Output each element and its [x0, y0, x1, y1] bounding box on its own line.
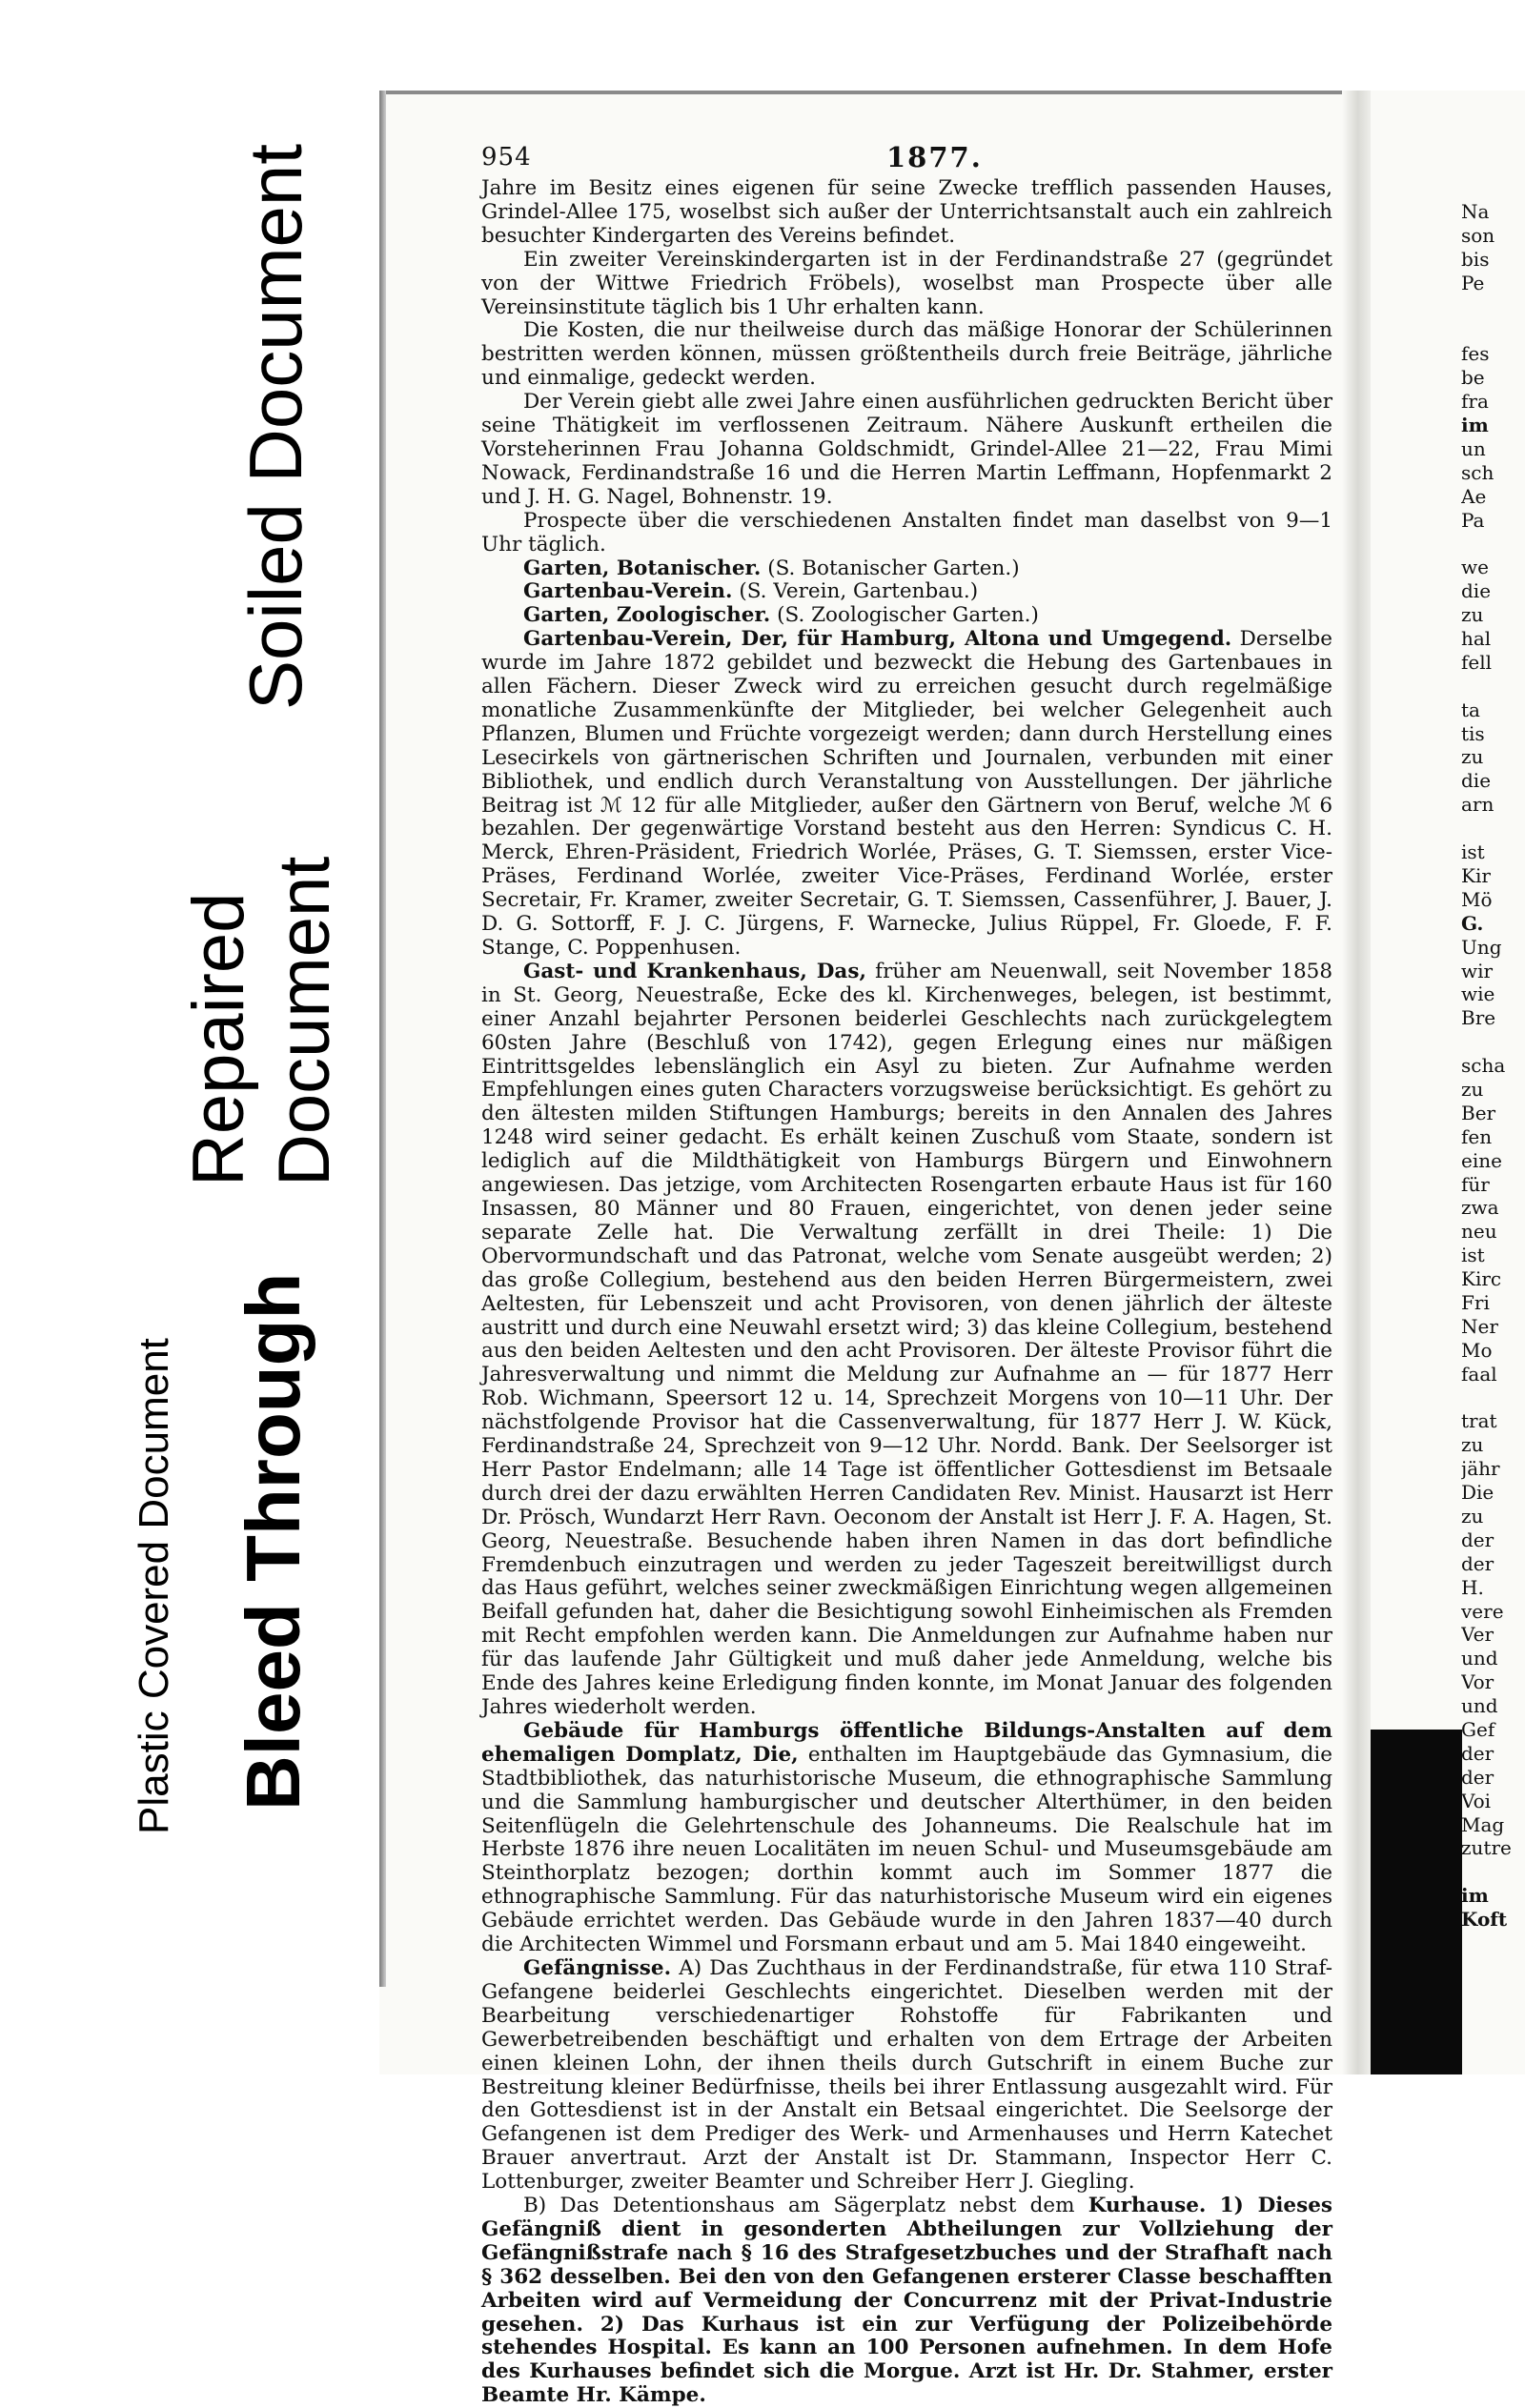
fragment-line: un [1461, 436, 1486, 460]
fragment-line: der [1461, 1528, 1494, 1551]
fragment-line: fra [1461, 390, 1489, 414]
paragraph: Gast- und Krankenhaus, Das, früher am Neuenwall, seit November 1858 in St. Georg, Neuestraße, Ecke des kl. Kirchenweges, belegen, ist bestimmt, einer Anzahl bejahrter Personen beiderlei Geschlechts nach zurückgelegtem 60sten Jahre (Beschluß von 1742), gegen Erlegung eines nur mäßigen Eintrittsgeldes lebenslänglich ein Asyl zu bieten. Zur Aufnahme werden Empfehlungen eines guten Characters vorzugsweise berücksichtigt. Es gehört zu den ältesten milden Stiftungen Hamburgs; bereits in den Annalen des Jahres 1248 wird seiner gedacht. Es erhält keinen Zuschuß vom Staate, sondern ist lediglich auf die Mildthätigkeit von Hamburgs Bürgern und Einwohnern angewiesen. Das jetzige, vom Architecten Rosengarten erbaute Haus ist für 160 Insassen, 80 Männer und 80 Frauen, eingerichtet, von denen jeder seine separate Zelle hat. Die Verwaltung zerfällt in drei Theile: 1) Die Obervormundschaft und das Patronat, welche vom Senate ausgeübt werden; 2) das große Collegium, bestehend aus den beiden Herren Bürgermeistern, zwei Aeltesten, für Lebenszeit und acht Provisoren, von denen jährlich der älteste austritt und durch eine Neuwahl ersetzt wird; 3) das kleine Collegium, bestehend aus den beiden Aeltesten und den acht Provisoren. Der älteste Provisor führt die Jahresverwaltung und nimmt die Meldung zur Aufnahme an — für 1877 Herr Rob. Wichmann, Speersort 12 u. 14, Sprechzeit Morgens von 10—11 Uhr. Der nächstfolgende Provisor hat die Cassenverwaltung, für 1877 Herr J. W. Kück, Ferdinandstraße 24, Sprechzeit von 9—12 Uhr. Nordd. Bank. Der Seelsorger ist Herr Pastor Endelmann; alle 14 Tage ist öffentlicher Gottesdienst im Betsaale durch drei der dazu erwählten Herren Candidaten Rev. Minist. Hausarzt ist Herr Dr. Prösch, Wundarzt Herr Ravn. Oeconom der Anstalt ist Herr J. F. A. Hagen, St. Georg, Neuestraße. Besuchende haben ihren Namen in das dort befindliche Fremdenbuch einzutragen und werden zu jeder Tageszeit bereitwilligst durch das Haus geführt, welches seiner zweckmäßigen Einrichtung wegen allgemeinen Beifall gefunden hat, daher die Besichtigung sowohl Einheimischen als Fremden mit Recht empfohlen werden kann. Die Anmeldungen zur Aufnahme haben nur für das laufende Jahr Gültigkeit und muß daher jede Anmeldung, welche bis Ende des Jahres keine Erledigung finden konnte, im Monat Januar des folgenden Jahres wiederholt werden. [481, 959, 1333, 1719]
paragraph: Gartenbau-Verein. (S. Verein, Gartenbau.) [523, 579, 979, 604]
fragment-line [1461, 675, 1525, 698]
fragment-line: Kir [1461, 863, 1491, 887]
plastic-covered-stamp: Plastic Covered Document [131, 1338, 177, 1834]
fragment-line: und [1461, 1647, 1498, 1670]
fragment-line: Ver [1461, 1623, 1494, 1647]
fragment-line: son [1461, 223, 1495, 247]
page-left-edge [379, 91, 386, 1987]
fragment-line: Mö [1461, 887, 1493, 911]
fragment-line: der [1461, 1741, 1494, 1765]
paragraph: Ein zweiter Vereinskindergarten ist in der Ferdinandstraße 27 (gegründet von der Wittwe Friedrich Fröbels), woselbst man Prospecte über alle Vereinsinstitute täglich bis 1 Uhr erhalten kann. [481, 247, 1332, 319]
fragment-line: Ung [1461, 935, 1502, 959]
paragraph: Gefängnisse. A) Das Zuchthaus in der Ferdinandstraße, für etwa 110 Straf-Gefangene beiderlei Geschlechts eingerichtet. Dieselben werden mit der Bearbeitung verschiedenartiger Rohstoffe für Fabrikanten und Gewerbetreibenden beschäftigt und erhalten von dem Ertrage der Arbeiten einen kleinen Lohn, der ihnen theils durch Gutschrift in einem Buche zur Bestreitung kleiner Bedürfnisse, theils bei ihrer Entlassung ausgezahlt wird. Für den Gottesdienst ist in der Anstalt ein Betsaal eingerichtet. Die Seelsorge der Gefangenen ist dem Prediger des Werk- und Armenhauses und Herrn Katechet Brauer anvertraut. Arzt der Anstalt ist Dr. Stammann, Inspector Herr C. Lottenburger, zweiter Beamter und Schreiber Herr J. Giegling. [481, 1955, 1332, 2195]
fragment-line: eine [1461, 1148, 1502, 1172]
paragraph: Jahre im Besitz eines eigenen für seine Zwecke trefflich passenden Hauses, Grindel-Allee 175, woselbst sich außer der Unterrichtsanstalt auch ein zahlreich besuchter Kindergarten des Vereins befindet. [481, 176, 1332, 248]
fragment-line: Voi [1461, 1789, 1492, 1812]
fragment-line: ist [1461, 840, 1485, 864]
fragment-line: we [1461, 556, 1489, 579]
page-body-text [481, 177, 1332, 2408]
soiled-document-stamp: Soiled Document [234, 144, 317, 710]
fragment-line [1461, 1386, 1525, 1410]
fragment-line: scha [1461, 1054, 1506, 1078]
fragment-line: zu [1461, 1077, 1484, 1101]
bleed-through-stamp: Bleed Through [231, 1272, 315, 1811]
fragment-line: H. [1461, 1575, 1484, 1599]
fragment-line: arn [1461, 793, 1494, 817]
fragment-line: Die [1461, 1481, 1494, 1505]
paragraph: Garten, Botanischer. (S. Botanischer Garten.) [523, 556, 1020, 580]
paragraph: Gebäude für Hamburgs öffentliche Bildungs-Anstalten auf dem ehemaligen Domplatz, Die, enthalten im Hauptgebäude das Gymnasium, die Stadtbibliothek, das naturhistorische Museum, die ethnographische Sammlung und die Sammlung hamburgischer und deutscher Alterthümer, in den beiden Seitenflügeln die Gelehrtenschule des Johanneums. Die Realschule hat im Herbste 1876 ihre neuen Localitäten im neuen Schul- und Museumsgebäude am Steinthorplatz bezogen; dorthin kommt auch im Sommer 1877 die ethnographische Sammlung. Für das naturhistorische Museum wird ein eigenes Gebäude errichtet werden. Das Gebäude wurde in den Jahren 1837—40 durch die Architecten Wimmel und Forsmann erbaut und am 5. Mai 1840 eingeweiht. [481, 1718, 1333, 1957]
paragraph: Der Verein giebt alle zwei Jahre einen ausführlichen gedruckten Bericht über seine Thätigkeit im verflossenen Zeitraum. Nähere Auskunft ertheilen die Vorsteherinnen Frau Johanna Goldschmidt, Grindel-Allee 21—22, Frau Mimi Nowack, Ferdinandstraße 16 und die Herren Martin Leffmann, Hopfenmarkt 2 und J. H. G. Nagel, Bohnenstr. 19. [481, 390, 1332, 509]
fragment-line: Fri [1461, 1290, 1490, 1314]
page-number: 954 [481, 143, 532, 172]
paragraph: Die Kosten, die nur theilweise durch das mäßige Honorar der Schülerinnen bestritten werden können, müssen größtentheils durch freie Beiträge, jährliche und einmalige, gedeckt werden. [481, 318, 1332, 391]
fragment-line: Mag [1461, 1812, 1505, 1836]
fragment-line: zu [1461, 745, 1484, 769]
fragment-line: fell [1461, 650, 1493, 674]
fragment-line [1461, 318, 1525, 342]
fragment-line: be [1461, 366, 1485, 390]
paragraph: Garten, Zoologischer. (S. Zoologischer Garten.) [523, 603, 1039, 628]
fragment-line: ist [1461, 1244, 1485, 1267]
fragment-line: Kirc [1461, 1267, 1502, 1291]
fragment-line: Koft [1461, 1908, 1508, 1932]
repaired-stamp-line1: Repaired [178, 892, 259, 1186]
fragment-line [1461, 817, 1525, 840]
repaired-stamp-line2: Document [264, 856, 345, 1186]
scan-shadow-strip [1371, 1730, 1462, 2074]
fragment-line: sch [1461, 460, 1494, 484]
fragment-line [1461, 532, 1525, 556]
fragment-line: zu [1461, 603, 1484, 627]
fragment-line: Pa [1461, 508, 1485, 532]
fragment-line: Ner [1461, 1314, 1498, 1338]
fragment-line: im [1461, 1884, 1489, 1908]
paragraph: Gartenbau-Verein, Der, für Hamburg, Altona und Umgegend. Derselbe wurde im Jahre 1872 gebildet und bezweckt die Hebung des Gartenbaues in allen Fächern. Dieser Zweck wird zu erreichen gesucht durch regelmäßige monatliche Zusammenkünfte der Mitglieder, bei welcher Gelegenheit auch Pflanzen, Blumen und Früchte vorgezeigt werden; dann durch Herstellung eines Lesecirkels von gärtnerischen Schriften und Journalen, verbunden mit einer Bibliothek, und endlich durch Veranstaltung von Ausstellungen. Der jährliche Beitrag ist ℳ 12 für alle Mitglieder, außer den Gärtnern von Beruf, welche ℳ 6 bezahlen. Der gegenwärtige Vorstand besteht aus den Herren: Syndicus C. H. Merck, Ehren-Präsident, Friedrich Worlée, Präses, G. T. Siemssen, erster Vice-Präses, Ferdinand Worlée, zweiter Vice-Präses, Ferdinand Worlée, erster Secretair, Fr. Kramer, zweiter Secretair, G. T. Siemssen, Cassenführer, J. Bauer, J. D. G. Sottorff, F. J. C. Jürgens, F. Warnecke, Julius Rüppel, Fr. Gloede, F. F. Stange, C. Poppenhusen. [481, 627, 1332, 960]
page-top-edge [379, 91, 1371, 94]
fragment-line: zutre [1461, 1836, 1512, 1860]
fragment-line: vere [1461, 1599, 1504, 1623]
fragment-line: wie [1461, 982, 1495, 1006]
fragment-line: hal [1461, 627, 1492, 651]
fragment-line: fen [1461, 1124, 1493, 1148]
fragment-line: fes [1461, 342, 1490, 366]
fragment-line: tis [1461, 721, 1485, 745]
paragraph: B) Das Detentionshaus am Sägerplatz nebst dem Kurhause. 1) Dieses Gefängniß dient in gesonderten Abtheilungen zur Vollziehung der Gefängnißstrafe nach § 16 des Strafgesetzbuches und der Strafhaft nach § 362 desselben. Bei den von den Gefangenen ersterer Classe beschafften Arbeiten wird auf Vermeidung der Concurrenz mit der Privat-Industrie gesehen. 2) Das Kurhaus ist ein zur Verfügung der Polizeibehörde stehendes Hospital. Es kann an 100 Personen aufnehmen. In dem Hofe des Kurhauses befindet sich die Morgue. Arzt ist Hr. Dr. Stahmer, erster Beamte Hr. Kämpe. [481, 2194, 1332, 2408]
fragment-line: ta [1461, 698, 1480, 721]
fragment-line: faal [1461, 1362, 1497, 1386]
fragment-line: Pe [1461, 271, 1485, 294]
fragment-line: Mo [1461, 1338, 1493, 1362]
fragment-line: jähr [1461, 1457, 1500, 1481]
fragment-line: Bre [1461, 1006, 1496, 1030]
fragment-line: zwa [1461, 1196, 1499, 1220]
fragment-line: Ae [1461, 484, 1487, 508]
book-gutter [1342, 91, 1371, 2074]
fragment-line: G. [1461, 911, 1484, 935]
fragment-line: zu [1461, 1433, 1484, 1457]
fragment-line: die [1461, 579, 1492, 603]
fragment-line: Vor [1461, 1670, 1494, 1694]
fragment-line: für [1461, 1172, 1490, 1196]
fragment-line: der [1461, 1551, 1494, 1575]
fragment-line: Ber [1461, 1101, 1496, 1124]
fragment-line [1461, 1860, 1525, 1884]
paragraph: Prospecte über die verschiedenen Anstalten findet man daselbst von 9—1 Uhr täglich. [481, 508, 1332, 556]
fragment-line: Gef [1461, 1718, 1495, 1741]
fragment-line: der [1461, 1765, 1494, 1789]
adjacent-page-fragment [1461, 200, 1525, 1932]
fragment-line: und [1461, 1694, 1498, 1718]
fragment-line: Na [1461, 200, 1490, 223]
fragment-line [1461, 295, 1525, 319]
fragment-line: trat [1461, 1409, 1497, 1433]
fragment-line [1461, 1030, 1525, 1054]
page-header-year: 1877. [886, 141, 983, 173]
fragment-line: neu [1461, 1220, 1497, 1244]
fragment-line: wir [1461, 959, 1494, 982]
fragment-line: die [1461, 769, 1492, 793]
fragment-line: im [1461, 414, 1489, 437]
fragment-line: zu [1461, 1504, 1484, 1528]
fragment-line: bis [1461, 247, 1490, 271]
